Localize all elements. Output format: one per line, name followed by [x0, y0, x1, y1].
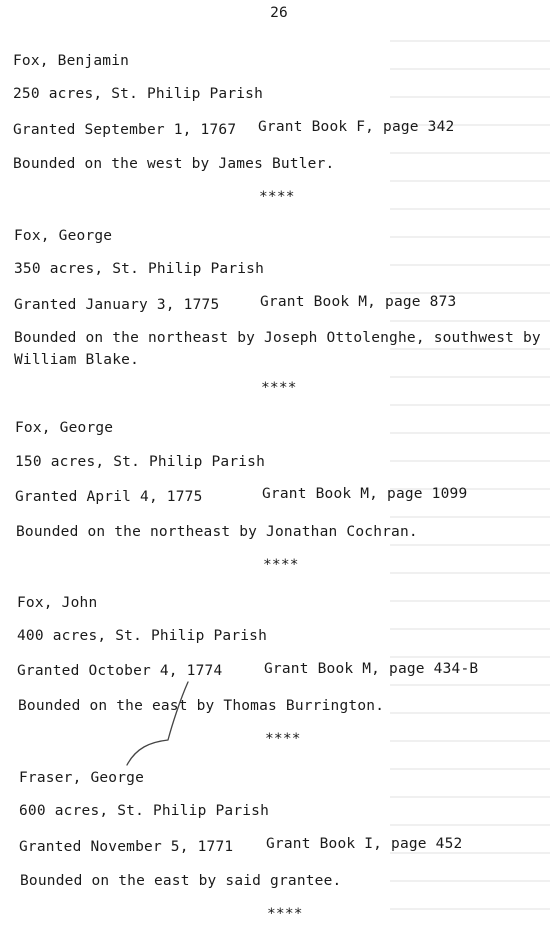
entry-separator: **** — [261, 380, 297, 396]
acreage-parish: 600 acres, St. Philip Parish — [19, 803, 270, 819]
grant-date: Granted November 5, 1771 — [19, 839, 234, 855]
boundary-description: Bounded on the east by said grantee. — [20, 873, 342, 889]
entry-separator: **** — [259, 189, 295, 205]
grantee-name: Fox, Benjamin — [13, 53, 130, 69]
grant-book-reference: Grant Book I, page 452 — [266, 836, 463, 852]
entry-separator: **** — [267, 906, 303, 922]
boundary-description: Bounded on the east by Thomas Burrington. — [18, 698, 385, 714]
entry-separator: **** — [263, 557, 299, 573]
grant-date: Granted January 3, 1775 — [14, 297, 220, 313]
boundary-description: Bounded on the northeast by Joseph Ottolenghe, southwest by William Blake. — [14, 330, 541, 368]
acreage-parish: 400 acres, St. Philip Parish — [17, 628, 268, 644]
grant-book-reference: Grant Book M, page 873 — [260, 294, 457, 310]
acreage-parish: 350 acres, St. Philip Parish — [14, 261, 265, 277]
grantee-name: Fox, George — [15, 420, 114, 436]
grantee-name: Fox, George — [14, 228, 113, 244]
grant-book-reference: Grant Book F, page 342 — [258, 119, 455, 135]
boundary-description: Bounded on the northeast by Jonathan Cochran. — [16, 524, 418, 540]
grantee-name: Fraser, George — [19, 770, 145, 786]
acreage-parish: 250 acres, St. Philip Parish — [13, 86, 264, 102]
grant-book-reference: Grant Book M, page 434-B — [264, 661, 479, 677]
entry-separator: **** — [265, 731, 301, 747]
grant-date: Granted April 4, 1775 — [15, 489, 203, 505]
grant-date: Granted September 1, 1767 — [13, 122, 237, 138]
grant-date: Granted October 4, 1774 — [17, 663, 223, 679]
grantee-name: Fox, John — [17, 595, 98, 611]
acreage-parish: 150 acres, St. Philip Parish — [15, 454, 266, 470]
grant-book-reference: Grant Book M, page 1099 — [262, 486, 468, 502]
boundary-description: Bounded on the west by James Butler. — [13, 156, 335, 172]
page-number: 26 — [270, 5, 288, 21]
pencil-check-mark — [120, 680, 190, 770]
